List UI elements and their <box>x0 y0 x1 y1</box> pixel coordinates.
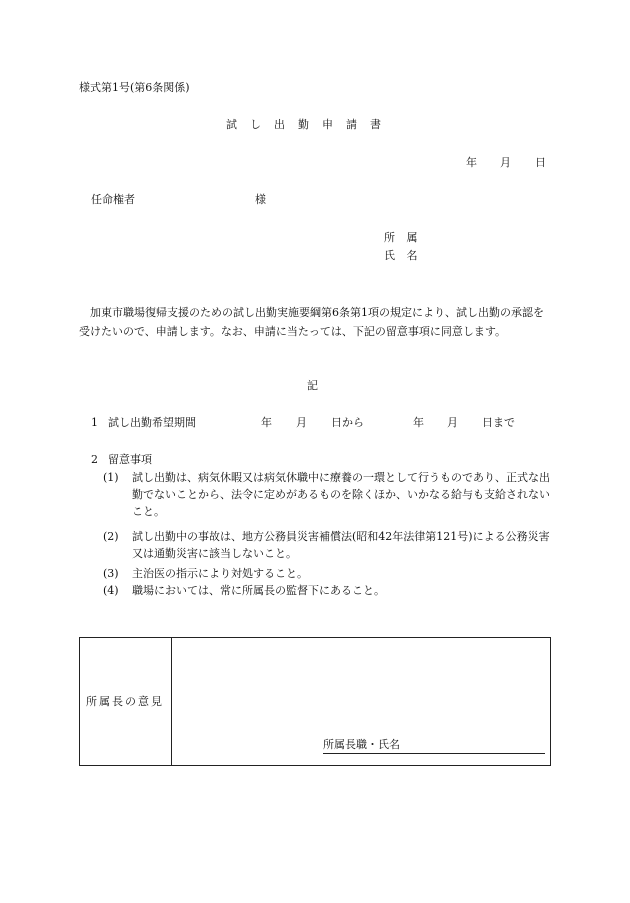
opinion-label-cell <box>80 638 172 765</box>
date-year: 年 <box>466 156 477 169</box>
title-char: 試 <box>226 118 237 131</box>
note-text: 主治医の指示により対処すること。 <box>132 567 308 580</box>
title-char: 書 <box>370 118 381 131</box>
note-number: (1) <box>103 471 119 484</box>
note-text: 試し出勤中の事故は、地方公務員災害補償法(昭和42年法律第121号)による公務災害又は通勤災害に該当しないこと。 <box>132 530 550 560</box>
note-number: (4) <box>103 584 119 597</box>
notes-label: 留意事項 <box>108 453 152 466</box>
note-number: (2) <box>103 530 119 543</box>
period-label: 試し出勤希望期間 <box>108 416 196 429</box>
title-char: し <box>250 118 261 131</box>
signature-label: 所属長職・氏名 <box>323 738 400 751</box>
date-month: 月 <box>500 156 511 169</box>
title-char: 申 <box>322 118 333 131</box>
period-from-year: 年 <box>261 416 272 429</box>
item-number: 2 <box>91 453 98 466</box>
title-char: 勤 <box>298 118 309 131</box>
period-to-day: 日まで <box>482 416 515 429</box>
form-number: 様式第1号(第6条関係) <box>79 81 190 94</box>
date-day: 日 <box>535 156 546 169</box>
period-from-day: 日から <box>331 416 364 429</box>
item-number: 1 <box>91 416 98 429</box>
document-title <box>226 118 381 132</box>
name-label: 氏 名 <box>384 249 418 262</box>
signature-line <box>323 738 545 754</box>
title-char: 出 <box>274 118 285 131</box>
appointer-honorific: 様 <box>255 193 266 206</box>
appointer-label: 任命権者 <box>91 193 135 206</box>
body-paragraph: 加東市職場復帰支援のための試し出勤実施要綱第6条第1項の規定により、試し出勤の承認を受けたいので、申請します。なお、申請に当たっては、下記の留意事項に同意します。 <box>79 306 544 338</box>
note-number: (3) <box>103 567 119 580</box>
period-from-month: 月 <box>296 416 307 429</box>
note-text: 職場においては、常に所属長の監督下にあること。 <box>132 584 385 597</box>
period-to-year: 年 <box>413 416 424 429</box>
opinion-label: 所属長の意見 <box>86 695 164 708</box>
note-text: 試し出勤は、病気休暇又は病気休職中に療養の一環として行うものであり、正式な出勤でないことから、法令に定めがあるものを除くほか、いかなる給与も支給されないこと。 <box>132 471 550 518</box>
ki-heading: 記 <box>307 379 318 392</box>
affiliation-label: 所 属 <box>384 231 418 244</box>
title-char: 請 <box>346 118 357 131</box>
period-to-month: 月 <box>447 416 458 429</box>
